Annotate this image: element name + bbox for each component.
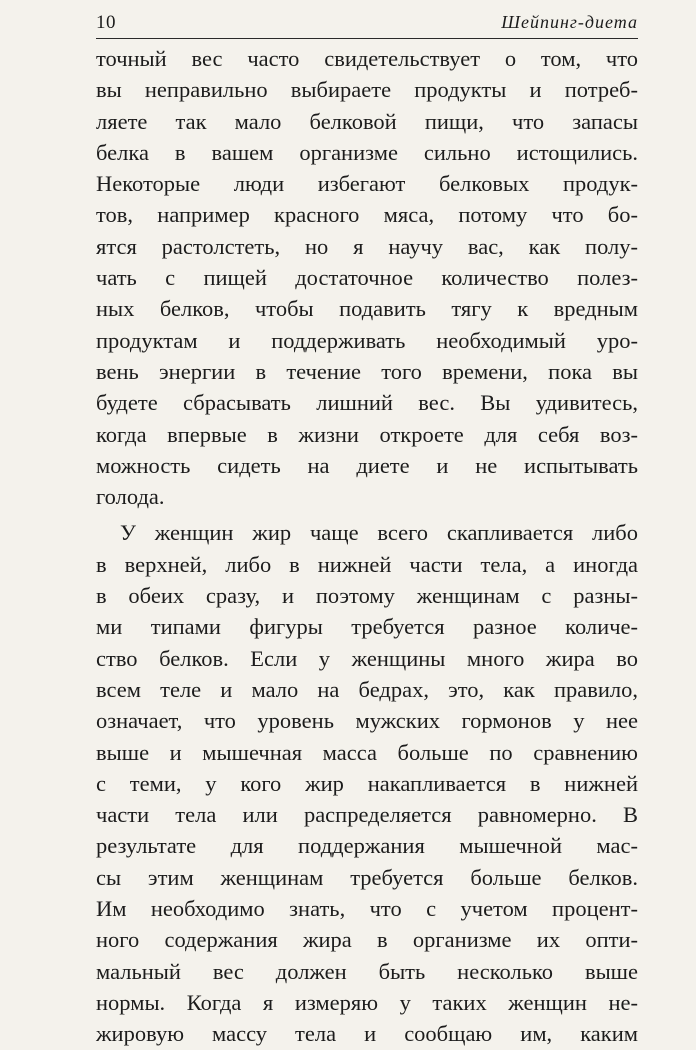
paragraph [96, 43, 638, 512]
text-line: ми типами фигуры требуется разное количе- [96, 614, 638, 640]
text-line: жировую массу тела и сообщаю им, каким [96, 1021, 638, 1047]
text-line: ных белков, чтобы подавить тягу к вредным [96, 296, 638, 322]
text-line: ство белков. Если у женщины много жира во [96, 645, 638, 671]
section-title: Шейпинг-диета [501, 12, 638, 32]
text-line: выше и мышечная масса больше по сравнению [96, 739, 638, 765]
text-line: означает, что уровень мужских гормонов у нее [96, 708, 638, 734]
text-line: голода. [96, 484, 165, 510]
text-line: в обеих сразу, и поэтому женщинам с разны- [96, 583, 638, 609]
page-number: 10 [96, 12, 116, 33]
running-header [96, 8, 638, 39]
body-text [96, 43, 638, 1050]
text-line: можность сидеть на диете и не испытывать [96, 452, 638, 478]
text-line: тов, например красного мяса, потому что бо- [96, 202, 638, 228]
text-line: Им необходимо знать, что с учетом процент- [96, 896, 638, 922]
text-line: части тела или распределяется равномерно. В [96, 802, 638, 828]
text-line: сы этим женщинам требуется больше белков. [96, 864, 638, 890]
text-line: когда впервые в жизни откроете для себя воз- [96, 421, 638, 447]
text-line: ного содержания жира в организме их опти- [96, 927, 638, 953]
text-line: всем теле и мало на бедрах, это, как правило, [96, 676, 638, 702]
paragraph [96, 517, 638, 1049]
text-line: чать с пищей достаточное количество полез- [96, 265, 638, 291]
text-line: точный вес часто свидетельствует о том, что [96, 46, 638, 71]
text-line: белка в вашем организме сильно истощились. [96, 139, 638, 165]
text-line: результате для поддержания мышечной мас- [96, 833, 638, 859]
text-line: мальный вес должен быть несколько выше [96, 958, 638, 984]
text-line: Некоторые люди избегают белковых продук- [96, 171, 638, 197]
text-line: в верхней, либо в нижней части тела, а иногда [96, 551, 638, 577]
text-line: нормы. Когда я измеряю у таких женщин не- [96, 989, 638, 1015]
text-line: ляете так мало белковой пищи, что запасы [96, 108, 638, 134]
text-line: вы неправильно выбираете продукты и потреб- [96, 77, 638, 103]
text-line: вень энергии в течение того времени, пока вы [96, 358, 638, 384]
text-line: ятся растолстеть, но я научу вас, как полу- [96, 233, 638, 259]
text-line: с теми, у кого жир накапливается в нижней [96, 770, 638, 796]
text-line: продуктам и поддерживать необходимый уро- [96, 327, 638, 353]
text-line: будете сбрасывать лишний вес. Вы удивитесь, [96, 390, 638, 416]
text-line: У женщин жир чаще всего скапливается либо [120, 520, 638, 546]
